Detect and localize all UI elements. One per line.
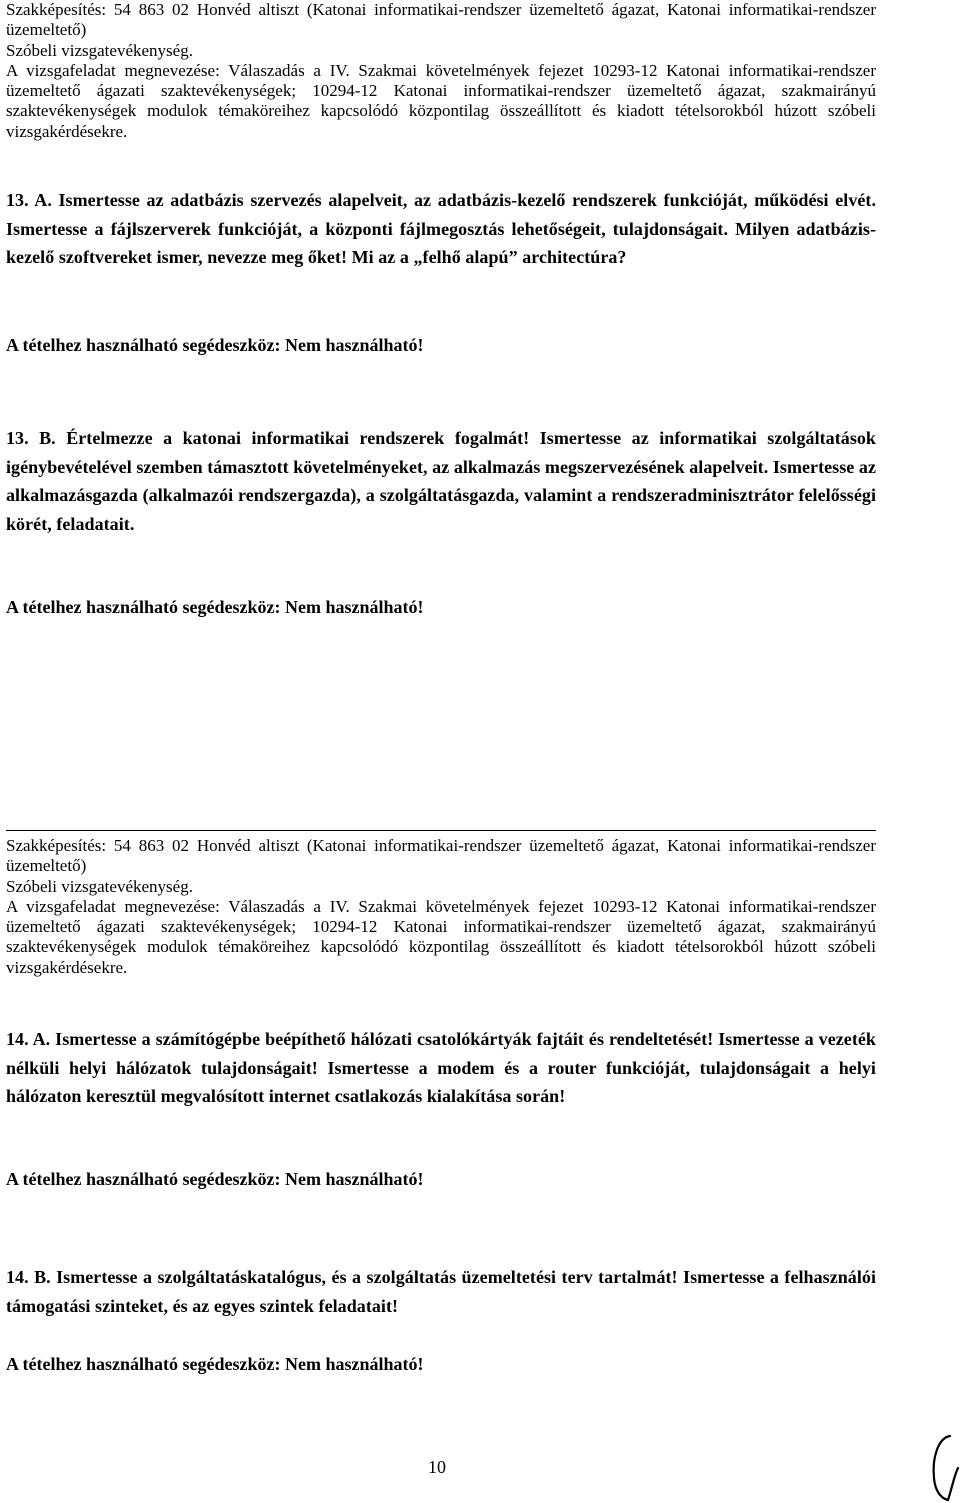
- question-14b-block: [6, 1263, 876, 1320]
- question-13b-block: [6, 424, 876, 538]
- task-name-line: A vizsgafeladat megnevezése: Válaszadás a IV. Szakmai követelmények fejezet 10293-12 Katonai informatikai-rendszer üzemeltető ágazati szaktevékenységek; 10294-12 Katonai informatikai-rendszer üzemeltető ágazat, szakmairányú szaktevékenységek modulok témaköreihez kapcsolódó központilag összeállított és kiadott tételsorokból húzott szóbeli vizsgakérdésekre.: [6, 896, 876, 977]
- aid-note-13a-block: [6, 334, 876, 356]
- question-13a: 13. A. Ismertesse az adatbázis szervezés alapelveit, az adatbázis-kezelő rendszerek funkcióját, működési elvét. Ismertesse a fájlszerverek funkcióját, a központi fájlmegosztás lehetőségeit, tulajdonságait. Milyen adatbázis-kezelő szoftvereket ismer, nevezze meg őket! Mi az a „felhő alapú” architectúra?: [6, 190, 876, 267]
- qualification-line: Szakképesítés: 54 863 02 Honvéd altiszt (Katonai informatikai-rendszer üzemeltető ágazat, Katonai informatikai-rendszer üzemeltető): [6, 836, 876, 876]
- question-14a: 14. A. Ismertesse a számítógépbe beépíthető hálózati csatolókártyák fajtáit és rendeltetését! Ismertesse a vezeték nélküli helyi hálózatok tulajdonságait! Ismertesse a modem és a router funkcióját, tulajdonságait a helyi hálózaton keresztül megvalósított internet csatlakozás kialakítása során!: [6, 1029, 876, 1106]
- task-name-line: A vizsgafeladat megnevezése: Válaszadás a IV. Szakmai követelmények fejezet 10293-12 Katonai informatikai-rendszer üzemeltető ágazati szaktevékenységek; 10294-12 Katonai informatikai-rendszer üzemeltető ágazat, szakmairányú szaktevékenységek modulok témaköreihez kapcsolódó központilag összeállított és kiadott tételsorokból húzott szóbeli vizsgakérdésekre.: [6, 60, 876, 141]
- exam-activity-line: Szóbeli vizsgatevékenység.: [6, 40, 193, 60]
- question-13a-block: [6, 186, 876, 272]
- aid-note-14a: A tételhez használható segédeszköz: Nem használható!: [6, 1169, 424, 1189]
- page-header-top: [6, 0, 876, 142]
- aid-note-14b-block: [6, 1353, 876, 1375]
- section-divider: [6, 830, 876, 831]
- question-13b: 13. B. Értelmezze a katonai informatikai rendszerek fogalmát! Ismertesse az informatikai szolgáltatások igénybevételével szemben támasztott követelményeket, az alkalmazás megszervezésének alapelveit. Ismertesse az alkalmazásgazda (alkalmazói rendszergazda), a szolgáltatásgazda, valamint a rendszeradminisztrátor felelősségi körét, feladatait.: [6, 428, 876, 534]
- aid-note-13b-block: [6, 596, 876, 618]
- page-number: 10: [428, 1457, 446, 1477]
- page-header-bottom: [6, 836, 876, 978]
- aid-note-14a-block: [6, 1168, 876, 1190]
- question-14a-block: [6, 1025, 876, 1111]
- qualification-line: Szakképesítés: 54 863 02 Honvéd altiszt (Katonai informatikai-rendszer üzemeltető ágazat, Katonai informatikai-rendszer üzemeltető): [6, 0, 876, 40]
- aid-note-14b: A tételhez használható segédeszköz: Nem használható!: [6, 1354, 424, 1374]
- exam-activity-line: Szóbeli vizsgatevékenység.: [6, 876, 193, 896]
- aid-note-13b: A tételhez használható segédeszköz: Nem használható!: [6, 597, 424, 617]
- aid-note-13a: A tételhez használható segédeszköz: Nem használható!: [6, 335, 424, 355]
- question-14b: 14. B. Ismertesse a szolgáltatáskatalógus, és a szolgáltatás üzemeltetési terv tartalmát! Ismertesse a felhasználói támogatási szinteket, és az egyes szintek feladatait!: [6, 1267, 876, 1316]
- signature-icon: [928, 1428, 960, 1503]
